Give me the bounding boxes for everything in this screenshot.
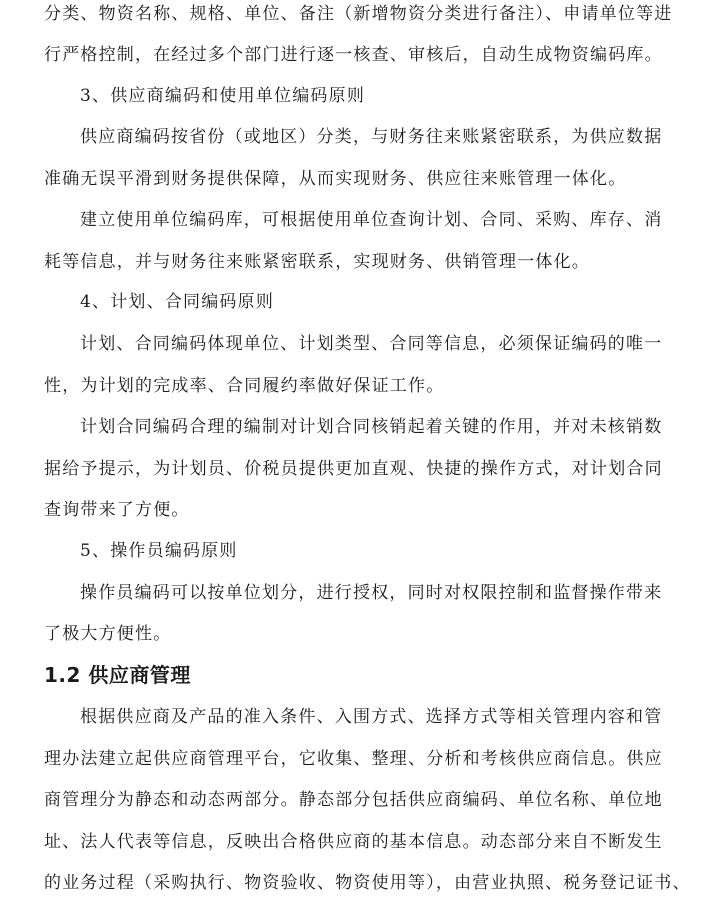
body-text-line: 理办法建立起供应商管理平台，它收集、整理、分析和考核供应商信息。供应 <box>44 749 663 769</box>
body-text-line: 了极大方便性。 <box>44 624 172 644</box>
body-text-line: 址、法人代表等信息，反映出合格供应商的基本信息。动态部分来自不断发生 <box>44 832 663 852</box>
section-title: 4、计划、合同编码原则 <box>80 292 275 312</box>
body-text-line: 供应商编码按省份（或地区）分类，与财务往来账紧密联系，为供应数据 <box>80 127 663 147</box>
body-text-line: 据给予提示，为计划员、价税员提供更加直观、快捷的操作方式，对计划合同 <box>44 459 663 479</box>
body-text-line: 的业务过程（采购执行、物资验收、物资使用等），由营业执照、税务登记证书、 <box>44 873 691 893</box>
body-text-line: 根据供应商及产品的准入条件、入围方式、选择方式等相关管理内容和管 <box>80 707 663 727</box>
body-text-line: 行严格控制，在经过多个部门进行逐一核查、审核后，自动生成物资编码库。 <box>44 45 663 65</box>
body-text-line: 计划合同编码合理的编制对计划合同核销起着关键的作用，并对未核销数 <box>80 417 663 437</box>
body-text-line: 操作员编码可以按单位划分，进行授权，同时对权限控制和监督操作带来 <box>80 583 663 603</box>
body-text-line: 耗等信息，并与财务往来账紧密联系，实现财务、供销管理一体化。 <box>44 252 590 272</box>
body-text-line: 商管理分为静态和动态两部分。静态部分包括供应商编码、单位名称、单位地 <box>44 790 663 810</box>
section-heading: 1.2 供应商管理 <box>44 663 191 687</box>
body-text-line: 性，为计划的完成率、合同履约率做好保证工作。 <box>44 376 445 396</box>
body-text-line: 建立使用单位编码库，可根据使用单位查询计划、合同、采购、库存、消 <box>80 210 663 230</box>
section-title: 3、供应商编码和使用单位编码原则 <box>80 86 366 106</box>
body-text-line: 准确无误平滑到财务提供保障，从而实现财务、供应往来账管理一体化。 <box>44 169 627 189</box>
section-title: 5、操作员编码原则 <box>80 541 238 561</box>
body-text-line: 计划、合同编码体现单位、计划类型、合同等信息，必须保证编码的唯一 <box>80 334 663 354</box>
body-text-line: 分类、物资名称、规格、单位、备注（新增物资分类进行备注）、申请单位等进 <box>44 4 673 24</box>
body-text-line: 查询带来了方便。 <box>44 500 190 520</box>
